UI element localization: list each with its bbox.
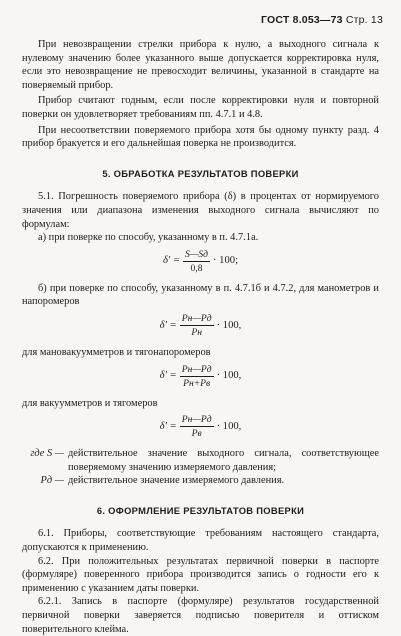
formula — [22, 414, 379, 439]
fraction-numerator: Pн—Pд — [181, 312, 212, 324]
fraction — [180, 313, 214, 338]
formula — [22, 364, 379, 389]
paragraph: При невозвращении стрелки прибора к нулю, а выходного сигнала к нулевому значению более указанного выше допускается корректировка нуля, если это невозвращение не превосходит величины, указанной в стандарте на поверяемый прибор. — [22, 39, 379, 91]
fraction-numerator: Pн—Pд — [181, 363, 212, 375]
standard-number: ГОСТ 8.053—73 — [261, 14, 343, 26]
fraction-denominator: Pв — [191, 428, 202, 440]
fraction-numerator: S—Sд — [185, 248, 208, 260]
formula-rhs: · 100, — [216, 420, 242, 432]
legend-symbol: Pд — — [40, 475, 64, 487]
paragraph: для мановакуумметров и тягонапоромеров — [22, 346, 211, 358]
paragraph: Прибор считают годным, если после корректировки нуля и повторной поверки он удовлетворяет требованиям пп. 4.7.1 и 4.8. — [22, 95, 379, 120]
fraction-denominator: 0,8 — [190, 262, 203, 274]
fraction — [183, 249, 210, 274]
legend-symbol: где S — — [30, 448, 64, 460]
section-title: 5. ОБРАБОТКА РЕЗУЛЬТАТОВ ПОВЕРКИ — [102, 167, 299, 179]
formula-rhs: · 100, — [216, 319, 242, 331]
fraction-denominator: Pн+Pв — [183, 377, 211, 389]
fraction-numerator: Pн—Pд — [181, 414, 212, 426]
paragraph: б) при поверке по способу, указанному в п. 4.7.1б и 4.7.2, для манометров и напоромеров — [22, 282, 379, 308]
formula-lhs: δ′ = — [159, 420, 177, 432]
formula-lhs: δ′ = — [162, 255, 181, 267]
formula — [22, 249, 379, 274]
symbol-legend — [22, 447, 379, 488]
fraction-denominator: Pн — [191, 326, 202, 338]
paragraph: а) при поверке по способу, указанному в п. 4.7.1а. — [38, 232, 259, 244]
page-number: Стр. 13 — [345, 14, 383, 26]
fraction — [180, 414, 214, 439]
document-body — [22, 38, 379, 636]
paragraph: 6.2.1. Запись в паспорте (формуляре) результатов государственной первичной поверки заверяется подписью поверителя и оттиском поверительного клейма. — [22, 596, 379, 635]
formula-rhs: · 100; — [213, 255, 239, 267]
paragraph: При несоответствии поверяемого прибора хотя бы одному пункту разд. 4 прибор бракуется и его дальнейшая поверка не производится. — [22, 124, 379, 150]
paragraph: 6.2. При положительных результатах первичной поверки в паспорте (формуляре) поверенного прибора производится запись о годности его к применению с указанием даты поверки. — [22, 555, 379, 594]
page-header — [261, 14, 383, 26]
paragraph: для вакуумметров и тягомеров — [22, 397, 158, 409]
legend-text: действительное значение измеряемого давления. — [68, 475, 285, 487]
legend-text: действительное значение выходного сигнала, соответствующее поверяемому значению измеряемого давления; — [68, 448, 379, 473]
paragraph: 6.1. Приборы, соответствующие требованиям настоящего стандарта, допускаются к применению. — [22, 528, 379, 554]
fraction — [180, 364, 214, 389]
formula-rhs: · 100, — [216, 370, 242, 382]
paragraph: 5.1. Погрешность поверяемого прибора (δ) в процентах от нормируемого значения или диапазона изменения выходного сигнала вычисляют по формулам: — [22, 191, 379, 230]
formula-lhs: δ′ = — [159, 319, 177, 331]
section-title: 6. ОФОРМЛЕНИЕ РЕЗУЛЬТАТОВ ПОВЕРКИ — [96, 504, 305, 516]
formula — [22, 313, 379, 338]
formula-lhs: δ′ = — [159, 370, 177, 382]
